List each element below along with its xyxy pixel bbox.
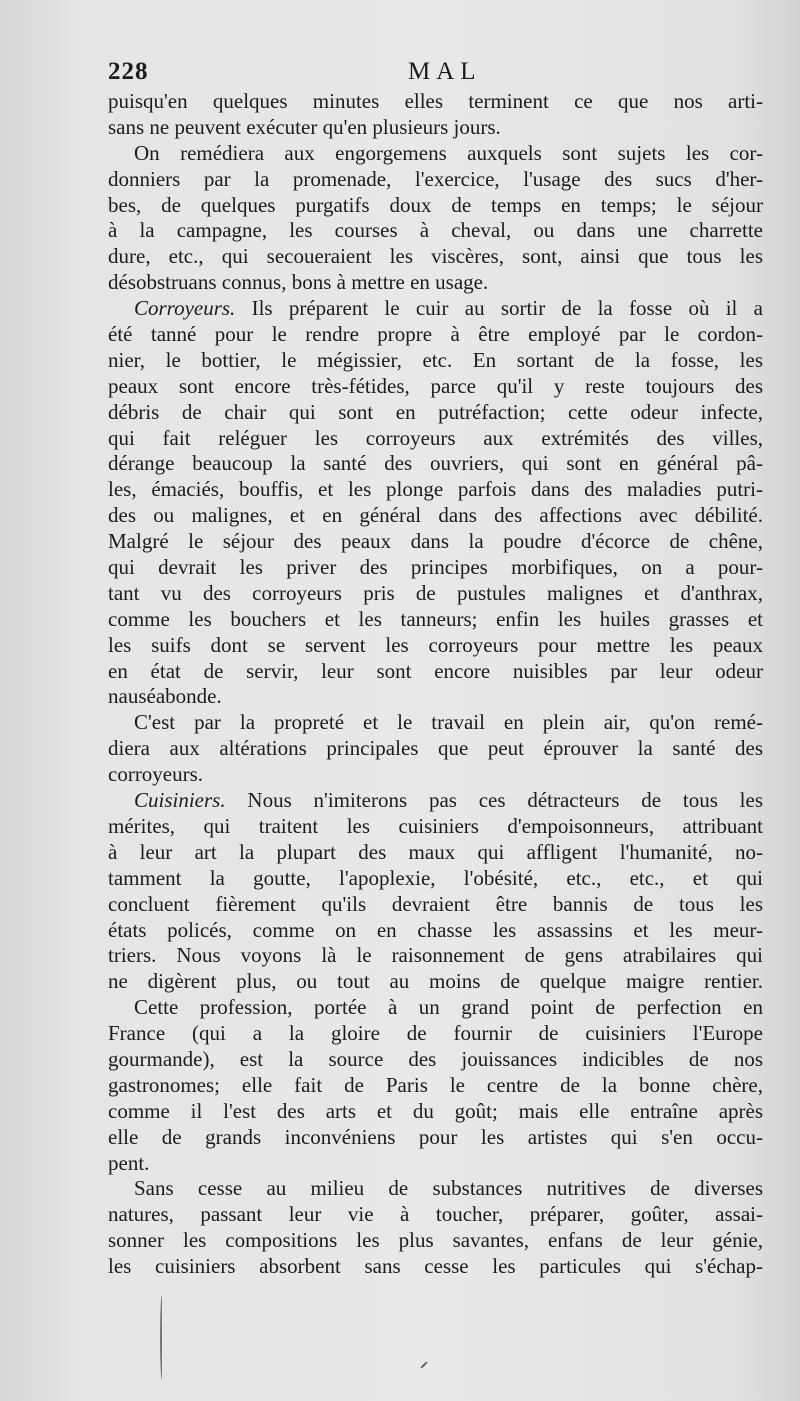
line-text: natures, passant leur vie à toucher, préparer, goûter, assai- bbox=[108, 1202, 763, 1227]
line-text: des ou malignes, et en général dans des affections avec débilité. bbox=[108, 503, 763, 528]
line-text: les suifs dont se servent les corroyeurs pour mettre les peaux bbox=[108, 632, 763, 657]
line-text: qui fait reléguer les corroyeurs aux extrémités des villes, bbox=[108, 425, 763, 450]
line-text: dure, etc., qui secoueraient les viscères, sont, ainsi que tous les bbox=[108, 244, 763, 269]
line-text: nier, le bottier, le mégissier, etc. En sortant de la fosse, les bbox=[108, 347, 763, 372]
line-text: les, émaciés, bouffis, et les plonge parfois dans des maladies putri- bbox=[108, 477, 763, 502]
body-text bbox=[108, 89, 763, 1280]
line-text: C'est par la propreté et le travail en plein air, qu'on remé- bbox=[134, 710, 763, 735]
line-text: concluent fièrement qu'ils devraient être bannis de tous les bbox=[108, 891, 763, 916]
line-text: comme les bouchers et les tanneurs; enfin les huiles grasses et bbox=[108, 606, 763, 631]
line-text: pent. bbox=[108, 1150, 150, 1175]
text-line bbox=[108, 1176, 763, 1202]
line-text: peaux sont encore très-fétides, parce qu'il y reste toujours des bbox=[108, 373, 763, 398]
text-line bbox=[108, 426, 763, 452]
text-line bbox=[108, 607, 763, 633]
section-term: Corroyeurs. bbox=[134, 296, 236, 321]
line-text: qui devrait les priver des principes morbifiques, on a pour- bbox=[108, 555, 763, 580]
text-line bbox=[108, 1151, 763, 1177]
text-line bbox=[108, 1254, 763, 1280]
text-line bbox=[108, 270, 763, 296]
line-text: Nous n'imiterons pas ces détracteurs de tous les bbox=[225, 788, 763, 813]
text-line bbox=[108, 633, 763, 659]
line-text: donniers par la promenade, l'exercice, l'usage des sucs d'her- bbox=[108, 166, 763, 191]
line-text: diera aux altérations principales que peut éprouver la santé des bbox=[108, 736, 763, 761]
line-text: triers. Nous voyons là le raisonnement de gens atrabilaires qui bbox=[108, 943, 763, 968]
text-line bbox=[108, 710, 763, 736]
text-line bbox=[108, 918, 763, 944]
text-line bbox=[108, 840, 763, 866]
line-text: ne digèrent plus, ou tout au moins de quelque maigre rentier. bbox=[108, 969, 763, 994]
text-line bbox=[108, 141, 763, 167]
line-text: désobstruans connus, bons à mettre en usage. bbox=[108, 270, 489, 295]
line-text: Ils préparent le cuir au sortir de la fosse où il a bbox=[235, 296, 763, 321]
line-text: On remédiera aux engorgemens auxquels sont sujets les cor- bbox=[134, 140, 763, 165]
text-line bbox=[108, 788, 763, 814]
page-header bbox=[108, 58, 763, 88]
text-line bbox=[108, 866, 763, 892]
text-line bbox=[108, 969, 763, 995]
text-line bbox=[108, 581, 763, 607]
text-line bbox=[108, 762, 763, 788]
line-text: à leur art la plupart des maux qui affligent l'humanité, no- bbox=[108, 839, 763, 864]
section-term: Cuisiniers. bbox=[134, 788, 226, 813]
line-text: débris de chair qui sont en putréfaction; cette odeur infecte, bbox=[108, 399, 763, 424]
page-number: 228 bbox=[108, 58, 149, 85]
text-line bbox=[108, 684, 763, 710]
text-line bbox=[108, 892, 763, 918]
line-text: en état de servir, leur sont encore nuisibles par leur odeur bbox=[108, 658, 763, 683]
line-text: bes, de quelques purgatifs doux de temps en temps; le séjour bbox=[108, 192, 763, 217]
line-text: elle de grands inconvéniens pour les artistes qui s'en occu- bbox=[108, 1124, 763, 1149]
line-text: Malgré le séjour des peaux dans la poudre d'écorce de chêne, bbox=[108, 529, 763, 554]
line-text: sans ne peuvent exécuter qu'en plusieurs jours. bbox=[108, 114, 501, 139]
text-line bbox=[108, 736, 763, 762]
line-text: états policés, comme on en chasse les assassins et les meur- bbox=[108, 917, 763, 942]
line-text: nauséabonde. bbox=[108, 684, 222, 709]
line-text: puisqu'en quelques minutes elles terminent ce que nos arti- bbox=[108, 89, 763, 113]
line-text: à la campagne, les courses à cheval, ou dans une charrette bbox=[108, 218, 763, 243]
line-text: France (qui a la gloire de fournir de cuisiniers l'Europe bbox=[108, 1021, 763, 1046]
text-line bbox=[108, 348, 763, 374]
text-line bbox=[108, 814, 763, 840]
text-line bbox=[108, 529, 763, 555]
page-mark bbox=[420, 1361, 427, 1368]
text-line bbox=[108, 943, 763, 969]
line-text: Sans cesse au milieu de substances nutritives de diverses bbox=[134, 1176, 763, 1201]
line-text: dérange beaucoup la santé des ouvriers, qui sont en général pâ- bbox=[108, 451, 763, 476]
text-line bbox=[108, 218, 763, 244]
text-line bbox=[108, 296, 763, 322]
line-text: mérites, qui traitent les cuisiniers d'empoisonneurs, attribuant bbox=[108, 813, 763, 838]
text-line bbox=[108, 1125, 763, 1151]
text-line bbox=[108, 400, 763, 426]
line-text: été tanné pour le rendre propre à être employé par le cordon- bbox=[108, 322, 763, 347]
line-text: gastronomes; elle fait de Paris le centre de la bonne chère, bbox=[108, 1072, 763, 1097]
text-line bbox=[108, 167, 763, 193]
line-text: comme il l'est des arts et du goût; mais elle entraîne après bbox=[108, 1098, 763, 1123]
page-mark bbox=[160, 1295, 164, 1380]
running-head: MAL bbox=[408, 58, 482, 85]
text-line bbox=[108, 451, 763, 477]
text-line bbox=[108, 89, 763, 115]
text-line bbox=[108, 555, 763, 581]
line-text: sonner les compositions les plus savantes, enfans de leur génie, bbox=[108, 1228, 763, 1253]
line-text: corroyeurs. bbox=[108, 762, 204, 787]
text-line bbox=[108, 1099, 763, 1125]
text-line bbox=[108, 477, 763, 503]
text-line bbox=[108, 1021, 763, 1047]
text-line bbox=[108, 115, 763, 141]
text-line bbox=[108, 322, 763, 348]
text-line bbox=[108, 244, 763, 270]
text-line bbox=[108, 1228, 763, 1254]
text-line bbox=[108, 503, 763, 529]
line-text: tant vu des corroyeurs pris de pustules malignes et d'anthrax, bbox=[108, 580, 763, 605]
text-line bbox=[108, 995, 763, 1021]
text-line bbox=[108, 659, 763, 685]
line-text: tamment la goutte, l'apoplexie, l'obésité, etc., etc., et qui bbox=[108, 865, 763, 890]
line-text: gourmande), est la source des jouissances indicibles de nos bbox=[108, 1046, 763, 1071]
text-line bbox=[108, 1202, 763, 1228]
text-line bbox=[108, 1073, 763, 1099]
text-line bbox=[108, 1047, 763, 1073]
line-text: Cette profession, portée à un grand point de perfection en bbox=[134, 995, 763, 1020]
text-line bbox=[108, 193, 763, 219]
line-text: les cuisiniers absorbent sans cesse les particules qui s'échap- bbox=[108, 1254, 763, 1279]
text-line bbox=[108, 374, 763, 400]
